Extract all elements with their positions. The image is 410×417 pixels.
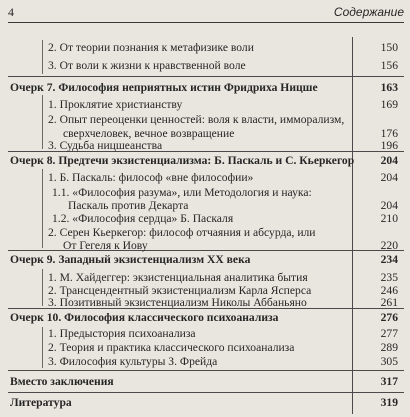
toc-entry-page: 289	[380, 341, 398, 354]
toc-entry[interactable]	[0, 354, 410, 370]
toc-entry-title: 2. Серен Кьеркегор: философ отчаяния и абсурда, или	[48, 226, 316, 239]
toc-chapter-page: 317	[380, 375, 398, 388]
toc-entry-title: 3. Позитивный экзистенциализм Николы Аббаньяно	[48, 296, 307, 309]
toc-chapter[interactable]	[0, 374, 410, 390]
toc-entry-title: 1.1. «Философия разума», или Методология и наука:	[52, 186, 312, 199]
toc-chapter-title: Очерк 8. Предтечи экзистенциализма: Б. Паскаль и С. Кьеркегор	[10, 154, 355, 167]
toc-chapter-title: Вместо заключения	[10, 375, 114, 388]
toc-entry-title: 3. Философия культуры З. Фрейда	[48, 355, 218, 368]
toc-entry[interactable]	[0, 295, 410, 311]
toc-entry-page: 246	[380, 284, 398, 297]
toc-entry[interactable]	[0, 58, 410, 74]
running-title: Содержание	[333, 5, 404, 19]
section-divider	[8, 370, 404, 371]
page-header	[8, 4, 404, 24]
toc-chapter-title: Литература	[10, 396, 72, 409]
toc-entry-page: 305	[380, 355, 398, 368]
toc-chapter-page: 319	[380, 396, 398, 409]
toc-entry-page: 204	[380, 199, 398, 212]
toc-entry-page: 235	[380, 271, 398, 284]
toc-entry-page: 196	[380, 139, 398, 152]
toc-entry[interactable]	[0, 97, 410, 113]
header-rule	[8, 22, 404, 23]
toc-entry-title: 2. Трансцендентный экзистенциализм Карла Ясперса	[48, 284, 312, 297]
toc-entry-title: 1.2. «Философия сердца» Б. Паскаля	[52, 212, 234, 225]
toc-chapter[interactable]	[0, 80, 410, 96]
toc-entry-title: 1. Проклятие христианству	[48, 98, 183, 111]
toc-chapter[interactable]	[0, 395, 410, 411]
toc-entry-page: 176	[380, 127, 398, 140]
toc-entry-page: 150	[380, 41, 398, 54]
toc-chapter-title: Очерк 10. Философия классического психоанализа	[10, 311, 279, 324]
toc-chapter[interactable]	[0, 153, 410, 169]
toc-chapter-title: Очерк 9. Западный экзистенциализм XX века	[10, 253, 251, 266]
toc-chapter-title: Очерк 7. Философия неприятных истин Фридриха Ницше	[10, 81, 318, 94]
page-number: 4	[8, 5, 14, 19]
toc-entry-page: 220	[380, 239, 398, 252]
toc-entry-title: 2. От теории познания к метафизике воли	[48, 41, 254, 54]
toc-entry-title: Паскаль против Декарта	[68, 199, 189, 212]
toc-entry-title: 2. Теория и практика классического психоанализа	[48, 341, 295, 354]
toc-entry-title: От Гегеля к Иову	[63, 239, 148, 252]
section-divider	[8, 392, 404, 393]
toc-entry-page: 261	[380, 296, 398, 309]
toc-entry-page: 169	[380, 98, 398, 111]
toc-entry-page: 210	[380, 212, 398, 225]
toc-entry-title: 1. М. Хайдеггер: экзистенциальная аналитика бытия	[48, 271, 308, 284]
section-divider	[8, 76, 404, 77]
toc-entry-page: 277	[380, 327, 398, 340]
toc-entry-title: 2. Опыт переоценки ценностей: воля к власти, имморализм,	[48, 113, 345, 126]
toc-entry-title: сверхчеловек, вечное возвращение	[63, 127, 235, 140]
toc-entry-title: 3. Судьба ницшеанства	[48, 139, 163, 152]
toc-chapter-page: 163	[380, 81, 398, 94]
toc-entry-title: 3. От воли к жизни к нравственной воле	[48, 59, 246, 72]
toc-chapter-page: 204	[380, 154, 398, 167]
toc-chapter-page: 276	[380, 311, 398, 324]
toc-chapter[interactable]	[0, 252, 410, 268]
toc-entry-page: 204	[380, 171, 398, 184]
toc-chapter[interactable]	[0, 310, 410, 326]
toc-entry-title: 1. Предыстория психоанализа	[48, 327, 196, 340]
toc-entry[interactable]	[0, 170, 410, 186]
toc-entry[interactable]	[0, 40, 410, 56]
toc-chapter-page: 234	[380, 253, 398, 266]
toc-entry-page: 156	[380, 59, 398, 72]
toc-entry-title: 1. Б. Паскаль: философ «вне философии»	[48, 171, 254, 184]
toc-entry[interactable]	[0, 138, 410, 154]
